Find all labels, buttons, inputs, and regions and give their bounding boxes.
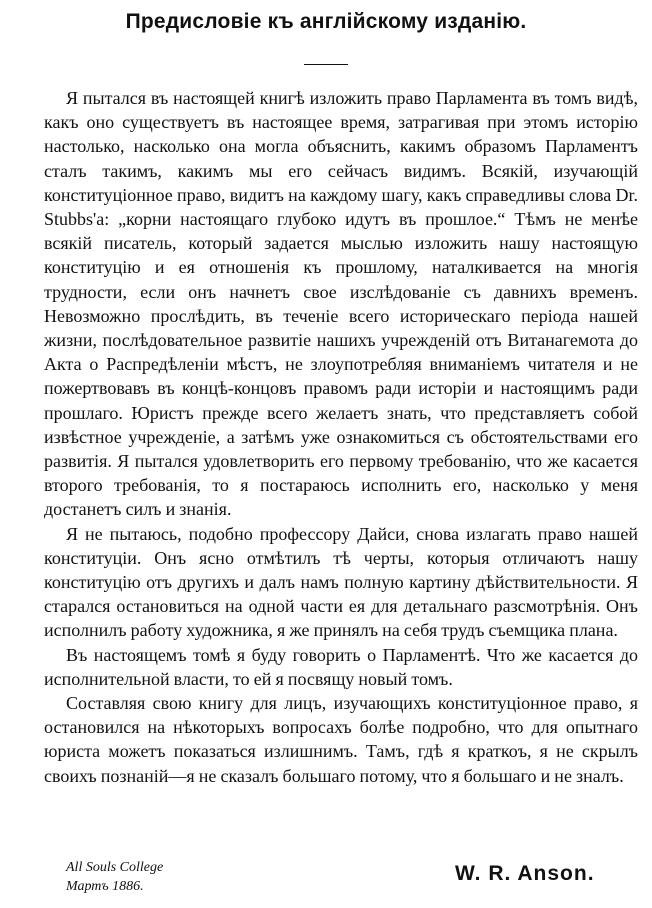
preface-body xyxy=(44,86,638,788)
signature-author: W. R. Anson. xyxy=(455,862,595,885)
signature-place: All Souls College xyxy=(66,860,164,875)
paragraph-2: Я не пытаюсь, подобно профессору Дайси, снова излагать право нашей конституцiи. Онъ ясно отмѣтилъ тѣ черты, которыя отличаютъ нашу конституцiю отъ другихъ и далъ намъ полную картину дѣйствительности. Я старался остановиться на одной части ея для детальнаго разсмотрѣнiя. Онъ исполнилъ работу художника, я же принялъ на себя трудъ съемщика плана. xyxy=(44,523,638,641)
page-title: Предисловiе къ англiйскому изданiю. xyxy=(125,10,527,33)
paragraph-1: Я пытался въ настоящей книгѣ изложить право Парламента въ томъ видѣ, какъ оно существуетъ въ настоящее время, затрагивая при этомъ исторiю настолько, насколько она могла объяснить, какимъ образомъ Парламентъ сталъ такимъ, какимъ мы его сейчасъ видимъ. Всякiй, изучающiй конституцiонное право, видитъ на каждому шагу, какъ справедливы слова Dr. Stubbs'a: „корни настоящаго глубоко идутъ въ прошлое.“ Тѣмъ не менѣе всякiй писатель, который задается мыслью изложить нашу настоящую конституцiю и ея отношенiя къ прошлому, наталкивается на многiя трудности, если онъ начнетъ свое изслѣдованiе съ давнихъ временъ. Невозможно прослѣдить, въ теченiе всего историческаго перiода нашей жизни, послѣдовательное развитiе нашихъ учрежденiй отъ Витанагемота до Акта о Распредѣленiи мѣстъ, не злоупотребляя вниманiемъ читателя и не пожертвовавъ въ концѣ-концовъ правомъ ради исторiи и настоящимъ ради прошлаго. Юристъ прежде всего желаетъ знать, что представляетъ собой извѣстное учрежденiе, а затѣмъ уже ознакомиться съ обстоятельствами его развитiя. Я пытался удовлетворить его первому требованiю, что же касается второго требованiя, то я постараюсь исполнить его, насколько у меня достанетъ силъ и знанiя. xyxy=(44,88,638,520)
paragraph-3: Въ настоящемъ томѣ я буду говорить о Парламентѣ. Что же касается до исполнительной власти, то ей я посвящу новый томъ. xyxy=(44,644,638,689)
paragraph-4: Составляя свою книгу для лицъ, изучающихъ конституцiонное право, я остановился на нѣкоторыхъ вопросахъ болѣе подробно, что для опытнаго юриста можетъ показаться излишнимъ. Тамъ, гдѣ я краткоъ, я не скрылъ своихъ познанiй—я не сказалъ большаго потому, что я большаго и не зналъ. xyxy=(44,693,638,786)
signature-date: Мартъ 1886. xyxy=(66,879,144,894)
title-divider xyxy=(304,64,348,65)
signature-place-date xyxy=(66,858,163,896)
